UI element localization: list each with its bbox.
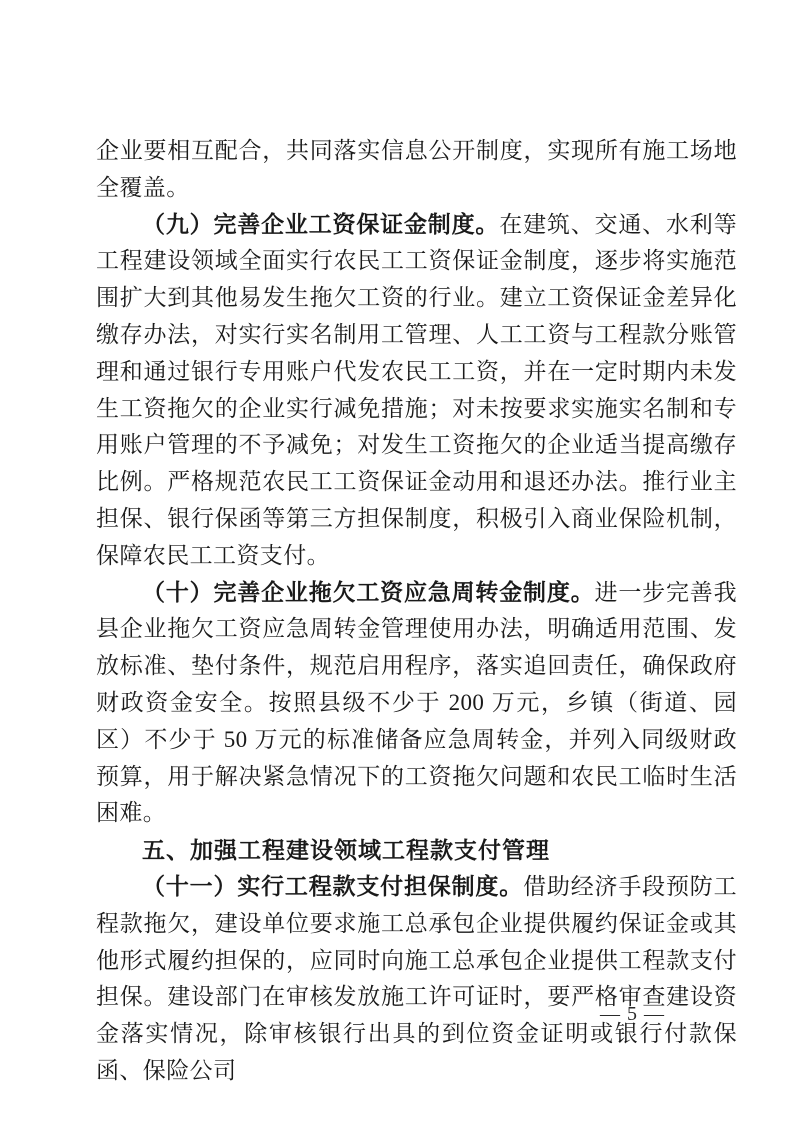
clause-title: （十一）实行工程款支付担保制度。	[142, 873, 524, 899]
body-text: 借助经济手段预防工程款拖欠，建设单位要求施工总承包企业提供履约保证金或其他形式履约担保的，应同时向施工总承包企业提供工程款支付担保。建设部门在审核发放施工许可证时，要严格审查建设资金落实情况，除审核银行出具的到位资金证明或银行付款保函、保险公司	[96, 873, 737, 1083]
clause-title: （九）完善企业工资保证金制度。	[142, 211, 500, 237]
section-heading-5	[96, 832, 737, 869]
clause-title: （十）完善企业拖欠工资应急周转金制度。	[142, 579, 595, 605]
page-number-text: — 5 —	[600, 1003, 665, 1025]
paragraph-continuation	[96, 133, 737, 207]
page-number	[600, 1002, 680, 1026]
document-body	[96, 133, 737, 1090]
body-text: 在建筑、交通、水利等工程建设领域全面实行农民工工资保证金制度，逐步将实施范围扩大到其他易发生拖欠工资的行业。建立工资保证金差异化缴存办法，对实行实名制用工管理、人工工资与工程款分账管理和通过银行专用账户代发农民工工资，并在一定时期内未发生工资拖欠的企业实行减免措施；对未按要求实施实名制和专用账户管理的不予减免；对发生工资拖欠的企业适当提高缴存比例。严格规范农民工工资保证金动用和退还办法。推行业主担保、银行保函等第三方担保制度，积极引入商业保险机制，保障农民工工资支付。	[96, 211, 738, 568]
paragraph-item-9	[96, 207, 737, 575]
body-text: 企业要相互配合，共同落实信息公开制度，实现所有施工场地全覆盖。	[96, 138, 737, 200]
section-heading-text: 五、加强工程建设领域工程款支付管理	[142, 837, 550, 864]
paragraph-item-11	[96, 869, 737, 1090]
paragraph-item-10	[96, 575, 737, 833]
body-text: 进一步完善我县企业拖欠工资应急周转金管理使用办法，明确适用范围、发放标准、垫付条件，规范启用程序，落实追回责任，确保政府财政资金安全。按照县级不少于 200 万元，乡镇（街道、园区）不少于 50 万元的标准储备应急周转金，并列入同级财政预算，用于解决紧急情况下的工资拖欠问题和农民工临时生活困难。	[96, 579, 737, 826]
